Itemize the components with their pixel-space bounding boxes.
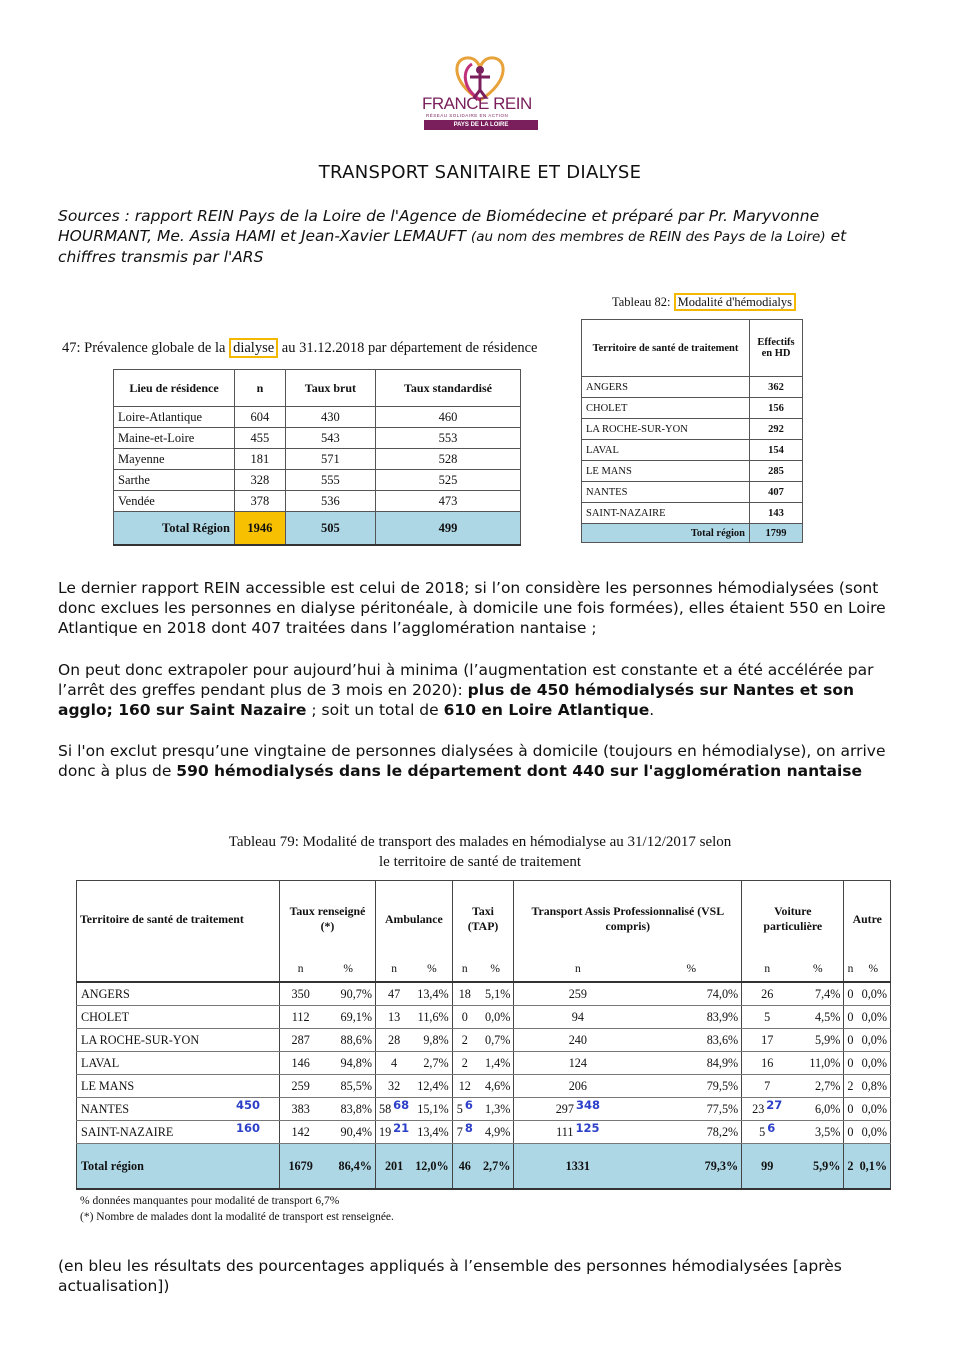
table-cell: 11,0% (792, 1052, 844, 1075)
table-cell: 555 (285, 470, 375, 491)
row-name (77, 1075, 280, 1098)
france-rein-logo (410, 50, 550, 130)
table-cell: 13,4% (412, 982, 452, 1006)
column-header: Voiture particulière (742, 881, 844, 958)
table-cell: 0,7% (477, 1029, 514, 1052)
table-cell: 83,8% (321, 1098, 375, 1121)
sub-header-n: n (514, 957, 641, 982)
caption-text: Tableau 82: (612, 295, 674, 309)
total-cell: Total région (582, 524, 750, 543)
blue-updated-value: 450 (235, 1097, 260, 1112)
column-header: Taux standardisé (375, 370, 520, 407)
table-cell: 112 (280, 1006, 322, 1029)
total-cell: 46 (452, 1144, 477, 1190)
sources-end-text: et chiffres transmis par l'ARS (58, 227, 847, 266)
table-cell: LE MANS (582, 461, 750, 482)
total-row (114, 512, 521, 546)
sub-header-n: n (742, 957, 793, 982)
blue-updated-value: 21 (393, 1120, 410, 1135)
cell-value: 7 (456, 1124, 463, 1139)
table-cell: 142 (280, 1121, 322, 1144)
cell-value: 5 (759, 1124, 766, 1139)
cell-value: 58 (378, 1101, 392, 1116)
table-row (77, 1052, 891, 1075)
cell-value: 19 (378, 1124, 392, 1139)
table-row (114, 470, 521, 491)
territory-name: LAVAL (81, 1055, 120, 1070)
total-cell: 1799 (750, 524, 803, 543)
table-cell: LAVAL (582, 440, 750, 461)
table-row (114, 407, 521, 428)
caption-line: Tableau 79: Modalité de transport des malades en hémodialyse au 31/12/2017 selon (228, 834, 732, 850)
total-cell: 86,4% (321, 1144, 375, 1190)
blue-updated-value: 348 (575, 1097, 600, 1112)
table-cell: 0 (844, 1121, 857, 1144)
table-row (582, 377, 803, 398)
paragraph-rapport: Le dernier rapport REIN accessible est celui de 2018; si l’on considère les personnes hémodialysées (sont donc exclues les personnes en dialyse péritonéale, à domicile une fois formées), elles étaient 550 en Loire Atlantique en 2018 dont 407 traitées dans l’agglomération nantaise ; (58, 579, 886, 637)
table-cell: 7,4% (792, 982, 844, 1006)
table-cell (514, 1098, 641, 1121)
column-header: Autre (844, 881, 891, 958)
cell-value: 5 (456, 1101, 463, 1116)
table-cell: 455 (235, 428, 286, 449)
logo-wordmark: FRANCE REIN (422, 94, 532, 113)
table-cell: 78,2% (641, 1121, 741, 1144)
table-cell: 0 (844, 1098, 857, 1121)
table-cell: 0,0% (857, 1098, 891, 1121)
table-cell (452, 1098, 477, 1121)
table-cell: 13,4% (412, 1121, 452, 1144)
table-cell: 571 (285, 449, 375, 470)
total-cell: 201 (375, 1144, 412, 1190)
caption-line: le territoire de santé de traitement (379, 854, 581, 870)
table-cell (514, 1121, 641, 1144)
table-cell: 4 (375, 1052, 412, 1075)
total-cell: 2 (844, 1144, 857, 1190)
table-cell: 0,0% (477, 1006, 514, 1029)
blue-updated-value: 27 (766, 1097, 783, 1112)
table-row (77, 1075, 891, 1098)
table-row (114, 491, 521, 512)
table-cell: 0,0% (857, 1006, 891, 1029)
table-row (77, 1006, 891, 1029)
table-cell: 378 (235, 491, 286, 512)
total-cell: 499 (375, 512, 520, 546)
table-cell: 146 (280, 1052, 322, 1075)
caption-text: 47: Prévalence globale de la (62, 340, 230, 356)
caption-highlight: dialyse (229, 338, 278, 358)
table-cell: 84,9% (641, 1052, 741, 1075)
column-header: Territoire de santé de traitement (582, 320, 750, 377)
table47-caption (62, 340, 537, 357)
table-cell: 2 (844, 1075, 857, 1098)
total-cell: 79,3% (641, 1144, 741, 1190)
table-cell: Mayenne (114, 449, 235, 470)
table-cell: 94,8% (321, 1052, 375, 1075)
column-header: Effectifs en HD (750, 320, 803, 377)
table-cell: LA ROCHE-SUR-YON (582, 419, 750, 440)
table-cell (742, 1121, 793, 1144)
table-cell: 460 (375, 407, 520, 428)
sources-paragraph (58, 206, 908, 267)
table-cell: 77,5% (641, 1098, 741, 1121)
column-header: Ambulance (375, 881, 452, 958)
table-cell: 13 (375, 1006, 412, 1029)
row-name (77, 982, 280, 1006)
table-cell: Sarthe (114, 470, 235, 491)
table-cell: 4,6% (477, 1075, 514, 1098)
sub-header-n: n (375, 957, 412, 982)
table-cell: 12 (452, 1075, 477, 1098)
table-cell: 259 (280, 1075, 322, 1098)
table-cell: 259 (514, 982, 641, 1006)
table-cell (375, 1121, 412, 1144)
column-header: Taxi (TAP) (452, 881, 514, 958)
table-cell: 154 (750, 440, 803, 461)
heart-logo-icon (410, 50, 550, 130)
blue-updated-value: 125 (575, 1120, 600, 1135)
p3-bold: 590 hémodialysés dans le département dont 440 sur l'agglomération nantaise (176, 762, 863, 780)
table-cell: 83,6% (641, 1029, 741, 1052)
total-cell: 505 (285, 512, 375, 546)
p2-text: ; soit un total de (306, 701, 444, 719)
caption-highlight: Modalité d'hémodialys (674, 293, 796, 311)
column-header: Transport Assis Professionnalisé (VSL compris) (514, 881, 742, 958)
table-cell: 285 (750, 461, 803, 482)
table-cell: SAINT-NAZAIRE (582, 503, 750, 524)
territory-name: CHOLET (81, 1009, 130, 1024)
table-row (582, 503, 803, 524)
table-cell: 0 (844, 1052, 857, 1075)
table-cell: 383 (280, 1098, 322, 1121)
paragraph-home-dialysis (58, 741, 908, 781)
table-row (77, 982, 891, 1006)
table79-caption (0, 832, 960, 872)
total-name: Total région (77, 1144, 280, 1190)
table-cell: ANGERS (582, 377, 750, 398)
table-cell: 5,9% (792, 1029, 844, 1052)
total-cell: 12,0% (412, 1144, 452, 1190)
territory-name: LA ROCHE-SUR-YON (81, 1032, 200, 1047)
row-name (77, 1052, 280, 1075)
blue-updated-value: 8 (464, 1120, 473, 1135)
table-cell: NANTES (582, 482, 750, 503)
table-cell: 0,0% (857, 1121, 891, 1144)
sub-header-n: n (844, 957, 857, 982)
p2-bold: plus de 450 hémodialysés sur Nantes et son agglo; 160 sur Saint Nazaire (58, 681, 855, 719)
table79-transport (76, 880, 891, 1190)
table-row (77, 1029, 891, 1052)
table-cell: 2 (452, 1029, 477, 1052)
sub-header-pct: % (857, 957, 891, 982)
table-cell: 525 (375, 470, 520, 491)
table-row (582, 482, 803, 503)
table-cell: 4,5% (792, 1006, 844, 1029)
table-cell: 6,0% (792, 1098, 844, 1121)
table82-hemodialysis (581, 319, 803, 543)
table-cell: 74,0% (641, 982, 741, 1006)
table-cell: 143 (750, 503, 803, 524)
table-cell: 15,1% (412, 1098, 452, 1121)
table-cell: Loire-Atlantique (114, 407, 235, 428)
territory-name: LE MANS (81, 1078, 135, 1093)
table-cell (452, 1121, 477, 1144)
page-title: TRANSPORT SANITAIRE ET DIALYSE (318, 162, 642, 183)
table-cell: 0,0% (857, 1029, 891, 1052)
table-cell: 604 (235, 407, 286, 428)
paragraph-extrapolation (58, 660, 908, 720)
table-cell: 90,4% (321, 1121, 375, 1144)
cell-value: 297 (555, 1101, 574, 1116)
p3-text: Si l'on exclut presqu’une vingtaine de personnes dialysées à domicile (toujours en hémodialyse), on arrive donc à plus de (58, 742, 886, 780)
table-cell: 1,3% (477, 1098, 514, 1121)
table-cell: 79,5% (641, 1075, 741, 1098)
sub-header-n: n (452, 957, 477, 982)
sub-header-n: n (280, 957, 322, 982)
sub-header-pct: % (321, 957, 375, 982)
table-cell: Vendée (114, 491, 235, 512)
table-cell: 1,4% (477, 1052, 514, 1075)
column-header: n (235, 370, 286, 407)
total-cell: 99 (742, 1144, 793, 1190)
logo-tagline: RÉSEAU SOLIDAIRE EN ACTION (426, 113, 509, 118)
table-cell: 18 (452, 982, 477, 1006)
blue-updated-value: 6 (767, 1120, 776, 1135)
territory-name: NANTES (81, 1101, 130, 1116)
sources-text: Sources : rapport REIN Pays de la Loire de l'Agence de Biomédecine et préparé par Pr. Maryvonne HOURMANT, Me. Assia HAMI et Jean-Xavier LEMAUFT (58, 207, 820, 245)
total-cell: 1331 (514, 1144, 641, 1190)
row-name (77, 1098, 280, 1121)
table-row (114, 449, 521, 470)
column-header: Taux renseigné (*) (280, 881, 376, 958)
table-cell: 3,5% (792, 1121, 844, 1144)
column-header: Taux brut (285, 370, 375, 407)
table-cell: 124 (514, 1052, 641, 1075)
sub-header-empty (77, 957, 280, 982)
total-cell: 1679 (280, 1144, 322, 1190)
column-header: Territoire de santé de traitement (77, 881, 280, 958)
table-cell: 0,8% (857, 1075, 891, 1098)
row-name (77, 1006, 280, 1029)
table-cell: 26 (742, 982, 793, 1006)
table-cell: 206 (514, 1075, 641, 1098)
table-cell: 83,9% (641, 1006, 741, 1029)
column-header: Lieu de résidence (114, 370, 235, 407)
table-cell: 11,6% (412, 1006, 452, 1029)
table-cell: 181 (235, 449, 286, 470)
table-cell: 17 (742, 1029, 793, 1052)
table-cell: 553 (375, 428, 520, 449)
total-cell: 1946 (235, 512, 286, 546)
cell-value: 111 (556, 1124, 574, 1139)
blue-updated-value: 68 (393, 1097, 410, 1112)
table-cell: 287 (280, 1029, 322, 1052)
table-cell: 328 (235, 470, 286, 491)
territory-name: SAINT-NAZAIRE (81, 1124, 174, 1139)
table-cell: 47 (375, 982, 412, 1006)
table-cell: 240 (514, 1029, 641, 1052)
blue-updated-value: 160 (235, 1120, 260, 1135)
table-cell: 528 (375, 449, 520, 470)
table82-caption (612, 295, 796, 310)
table-cell: 94 (514, 1006, 641, 1029)
logo-region: PAYS DE LA LOIRE (424, 120, 538, 130)
footnote: (*) Nombre de malades dont la modalité de transport est renseignée. (80, 1211, 394, 1223)
table-cell: CHOLET (582, 398, 750, 419)
table-cell: 5 (742, 1006, 793, 1029)
p2-text: . (649, 701, 655, 719)
table-cell: 0 (844, 982, 857, 1006)
table-cell: 543 (285, 428, 375, 449)
sub-header-pct: % (641, 957, 741, 982)
table-cell: 2,7% (792, 1075, 844, 1098)
table-row (582, 419, 803, 440)
blue-updated-value: 6 (464, 1097, 473, 1112)
table-cell (742, 1098, 793, 1121)
table-row (582, 461, 803, 482)
cell-value: 23 (752, 1101, 765, 1116)
table-cell: 430 (285, 407, 375, 428)
footnote: % données manquantes pour modalité de transport 6,7% (80, 1195, 340, 1207)
row-name (77, 1029, 280, 1052)
table-cell: 9,8% (412, 1029, 452, 1052)
table-cell: 156 (750, 398, 803, 419)
table-cell: 0 (452, 1006, 477, 1029)
total-cell: Total Région (114, 512, 235, 546)
table-cell: Maine-et-Loire (114, 428, 235, 449)
table-row (77, 1121, 891, 1144)
sub-header-pct: % (792, 957, 844, 982)
table-row (582, 440, 803, 461)
table-row (114, 428, 521, 449)
table-cell: 12,4% (412, 1075, 452, 1098)
total-cell: 2,7% (477, 1144, 514, 1190)
table-cell: 4,9% (477, 1121, 514, 1144)
table-cell: 2 (452, 1052, 477, 1075)
table-row (582, 398, 803, 419)
total-cell: 0,1% (857, 1144, 891, 1190)
table-cell: 407 (750, 482, 803, 503)
table-cell: 0 (844, 1029, 857, 1052)
caption-text: au 31.12.2018 par département de résidence (278, 340, 538, 356)
sub-header-pct: % (412, 957, 452, 982)
table-cell: 28 (375, 1029, 412, 1052)
table-cell: 69,1% (321, 1006, 375, 1029)
table79-footnotes (80, 1193, 394, 1225)
territory-name: ANGERS (81, 986, 130, 1001)
table47-prevalence (113, 369, 521, 546)
table-cell: 5,1% (477, 982, 514, 1006)
table-cell (375, 1098, 412, 1121)
sub-header-pct: % (477, 957, 514, 982)
table-cell: 292 (750, 419, 803, 440)
table-cell: 0,0% (857, 1052, 891, 1075)
table-cell: 0,0% (857, 982, 891, 1006)
table-cell: 85,5% (321, 1075, 375, 1098)
total-row (77, 1144, 891, 1190)
total-row (582, 524, 803, 543)
table-cell: 473 (375, 491, 520, 512)
table-cell: 88,6% (321, 1029, 375, 1052)
p2-bold: 610 en Loire Atlantique (443, 701, 650, 719)
table-cell: 2,7% (412, 1052, 452, 1075)
row-name (77, 1121, 280, 1144)
table-cell: 32 (375, 1075, 412, 1098)
table-cell: 350 (280, 982, 322, 1006)
blue-note: (en bleu les résultats des pourcentages appliqués à l’ensemble des personnes hémodialysées [après actualisation]) (58, 1257, 842, 1295)
table-row (77, 1098, 891, 1121)
p2-text: On peut donc extrapoler pour aujourd’hui à minima (l’augmentation est constante et a été accélérée par l’arrêt des greffes pendant plus de 3 mois en 2020): (58, 661, 874, 699)
sources-small-text: (au nom des membres de REIN des Pays de la Loire) (470, 229, 826, 245)
table-cell: 16 (742, 1052, 793, 1075)
table-cell: 0 (844, 1006, 857, 1029)
table-cell: 362 (750, 377, 803, 398)
total-cell: 5,9% (792, 1144, 844, 1190)
table-cell: 90,7% (321, 982, 375, 1006)
table-cell: 536 (285, 491, 375, 512)
table-cell: 7 (742, 1075, 793, 1098)
